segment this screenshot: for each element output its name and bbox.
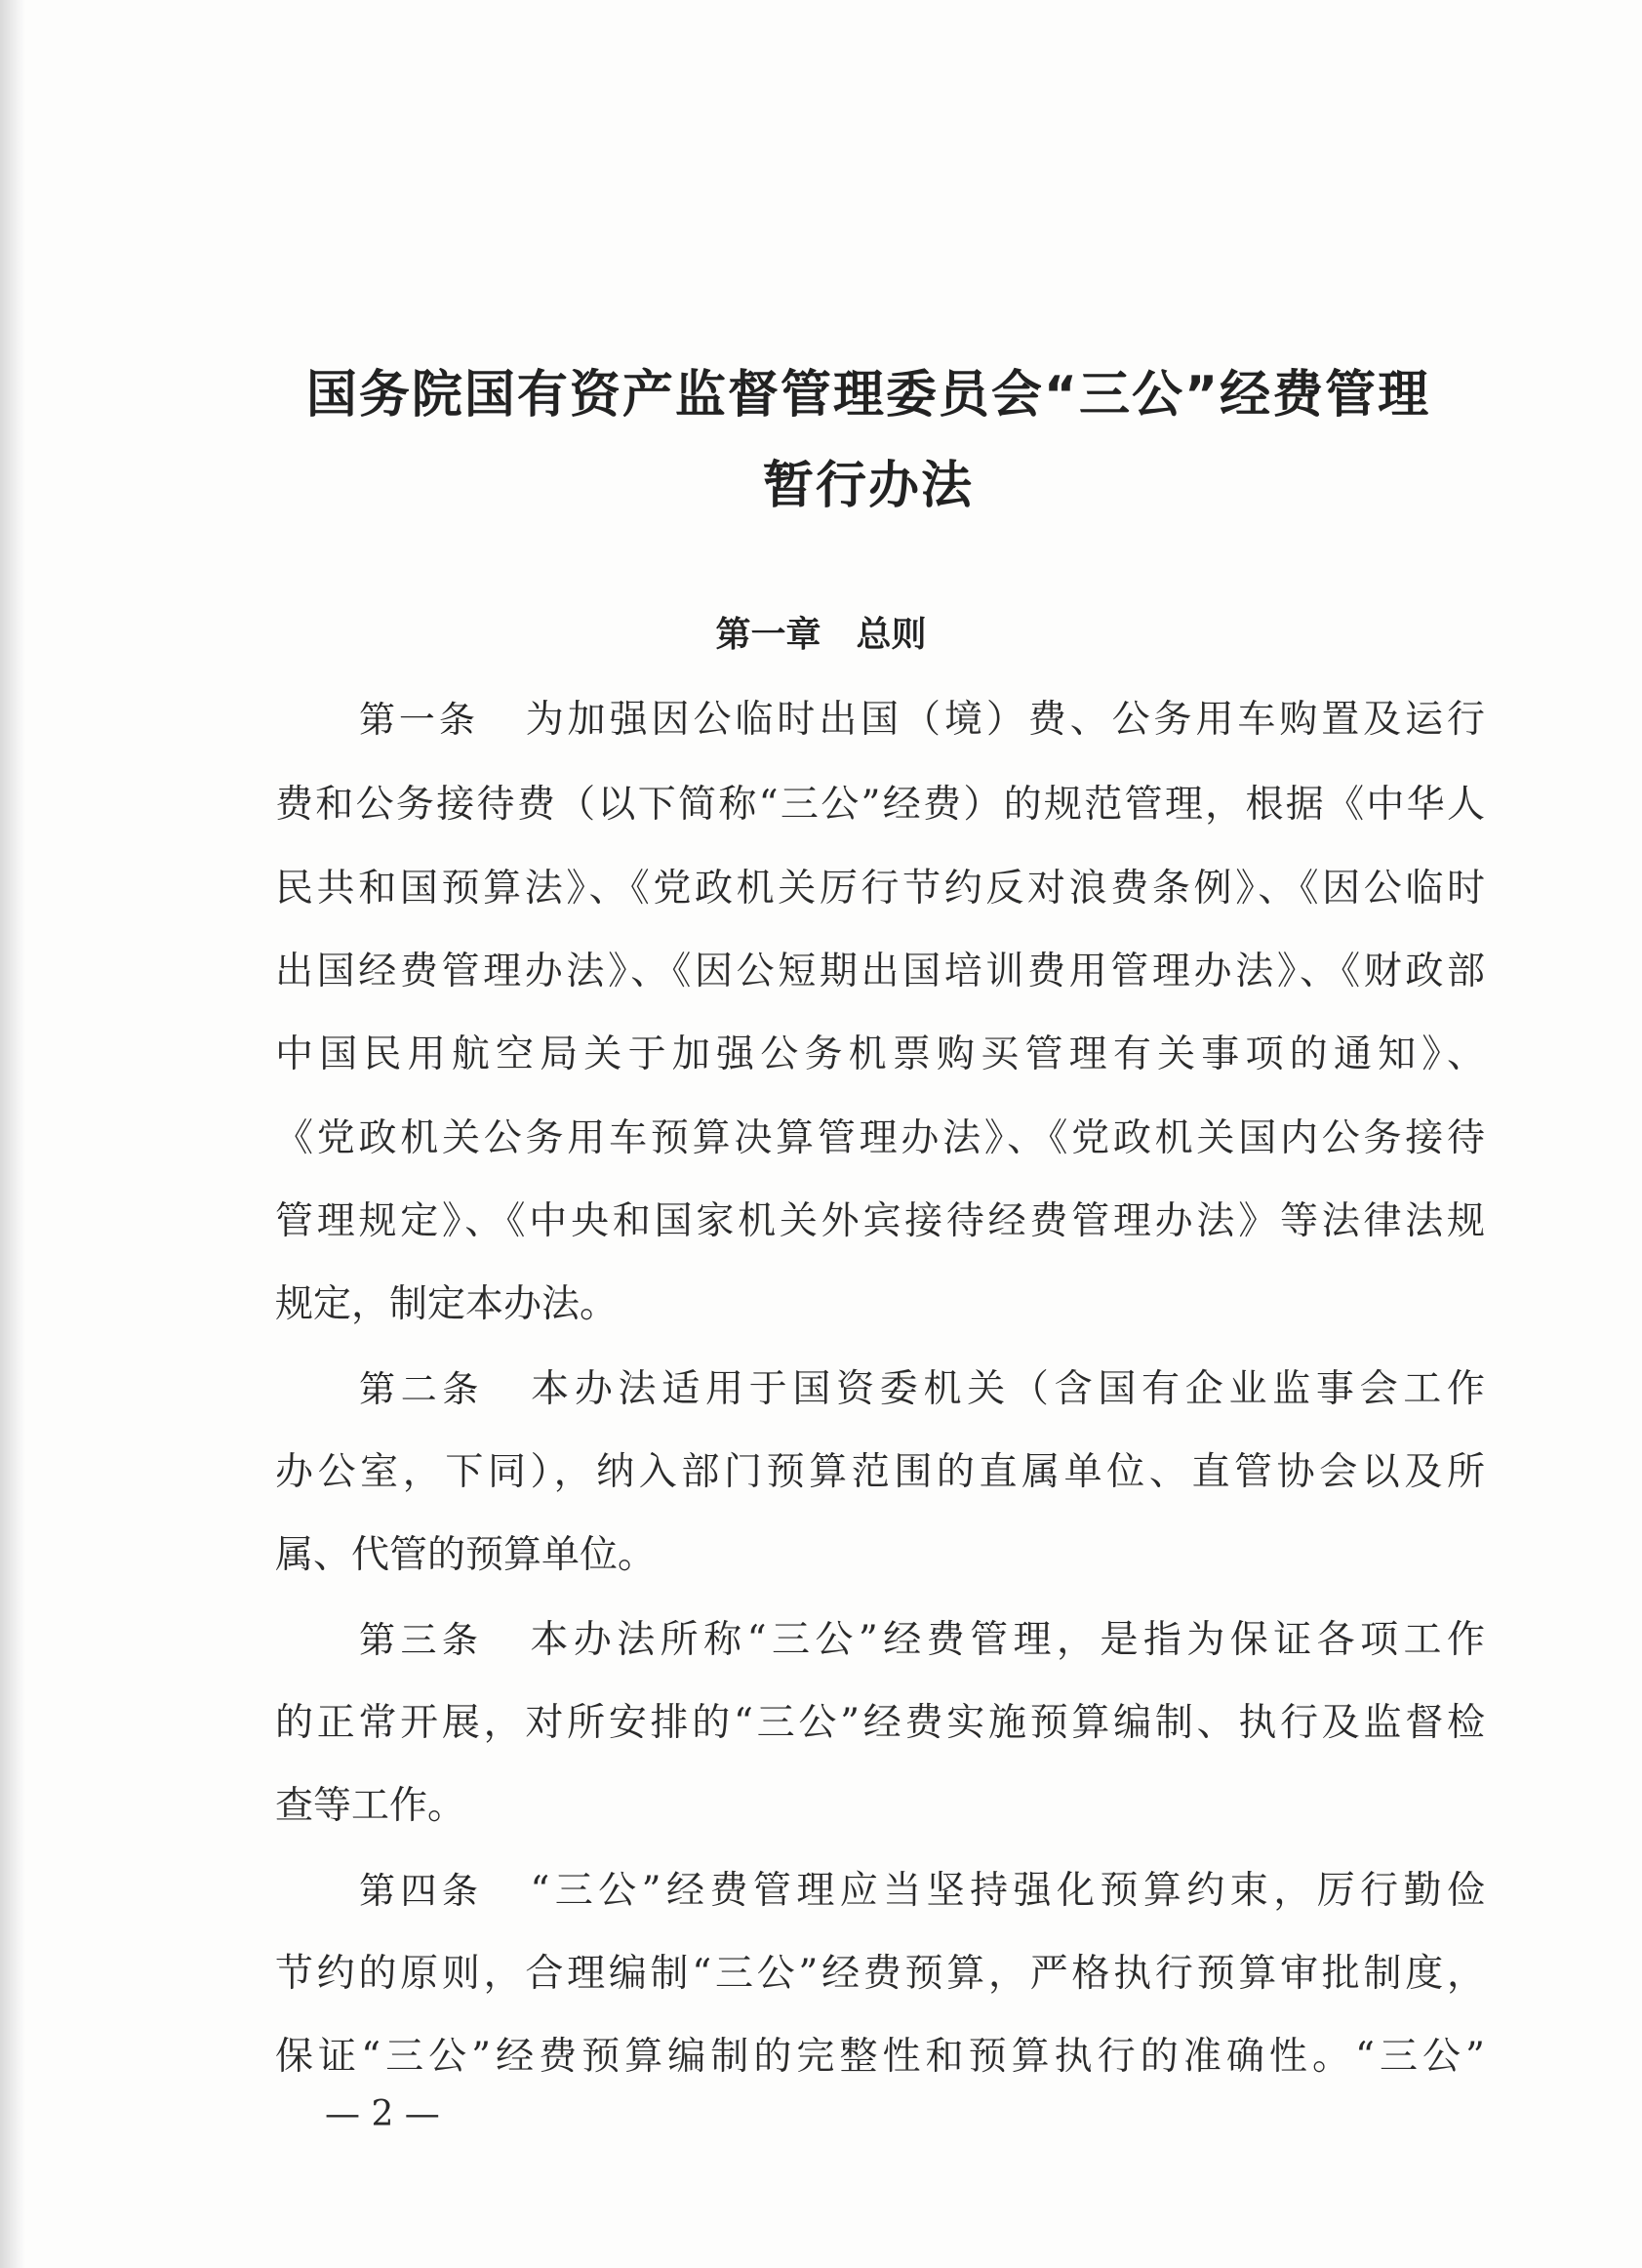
article-1-line-4: 出国经费管理办法》、《因公短期出国培训费用管理办法》、《财政部	[275, 950, 1485, 993]
article-3-line-3: 查等工作。	[275, 1784, 466, 1828]
article-3-line-1	[359, 1615, 1485, 1666]
article-1-label: 第一条	[359, 699, 479, 741]
article-1-line-8: 规定，制定本办法。	[275, 1282, 619, 1326]
article-3-text: 本办法所称“三公”经费管理，是指为保证各项工作	[530, 1618, 1485, 1662]
article-1-line-5: 中国民用航空局关于加强公务机票购买管理有关事项的通知》、	[275, 1033, 1485, 1076]
article-3-line-2: 的正常开展，对所安排的“三公”经费实施预算编制、执行及监督检	[275, 1701, 1485, 1745]
article-4-line-1	[359, 1866, 1485, 1917]
article-2-line-3: 属、代管的预算单位。	[275, 1533, 657, 1577]
scan-edge	[0, 0, 25, 2268]
article-4-label: 第四条	[359, 1870, 484, 1912]
article-1-line-6: 《党政机关公务用车预算决算管理办法》、《党政机关国内公务接待	[275, 1116, 1485, 1160]
article-1-line-3: 民共和国预算法》、《党政机关厉行节约反对浪费条例》、《因公临时	[275, 867, 1485, 911]
document-title-line-2: 暂行办法	[762, 457, 974, 515]
article-1-line-7: 管理规定》、《中央和国家机关外宾接待经费管理办法》等法律法规	[275, 1199, 1485, 1243]
page-number: — 2 —	[325, 2094, 440, 2134]
article-4-text: “三公”经费管理应当坚持强化预算约束，厉行勤俭	[530, 1869, 1485, 1913]
article-1-line-1	[359, 695, 1485, 746]
article-4-line-2: 节约的原则，合理编制“三公”经费预算，严格执行预算审批制度，	[275, 1952, 1485, 1996]
article-2-line-2: 办公室，下同），纳入部门预算范围的直属单位、直管协会以及所	[275, 1450, 1485, 1494]
article-1-line-2: 费和公务接待费（以下简称“三公”经费）的规范管理，根据《中华人	[275, 783, 1485, 827]
article-4-line-3: 保证“三公”经费预算编制的完整性和预算执行的准确性。“三公”	[275, 2035, 1485, 2079]
article-2-label: 第二条	[359, 1368, 485, 1410]
chapter-heading: 第一章 总则	[715, 615, 927, 655]
article-1-text: 为加强因公临时出国（境）费、公务用车购置及运行	[525, 698, 1485, 742]
article-2-line-1	[359, 1364, 1485, 1415]
article-3-label: 第三条	[359, 1619, 484, 1661]
document-title-line-1: 国务院国有资产监督管理委员会“三公”经费管理	[305, 366, 1431, 425]
article-2-text: 本办法适用于国资委机关（含国有企业监事会工作	[531, 1367, 1485, 1411]
